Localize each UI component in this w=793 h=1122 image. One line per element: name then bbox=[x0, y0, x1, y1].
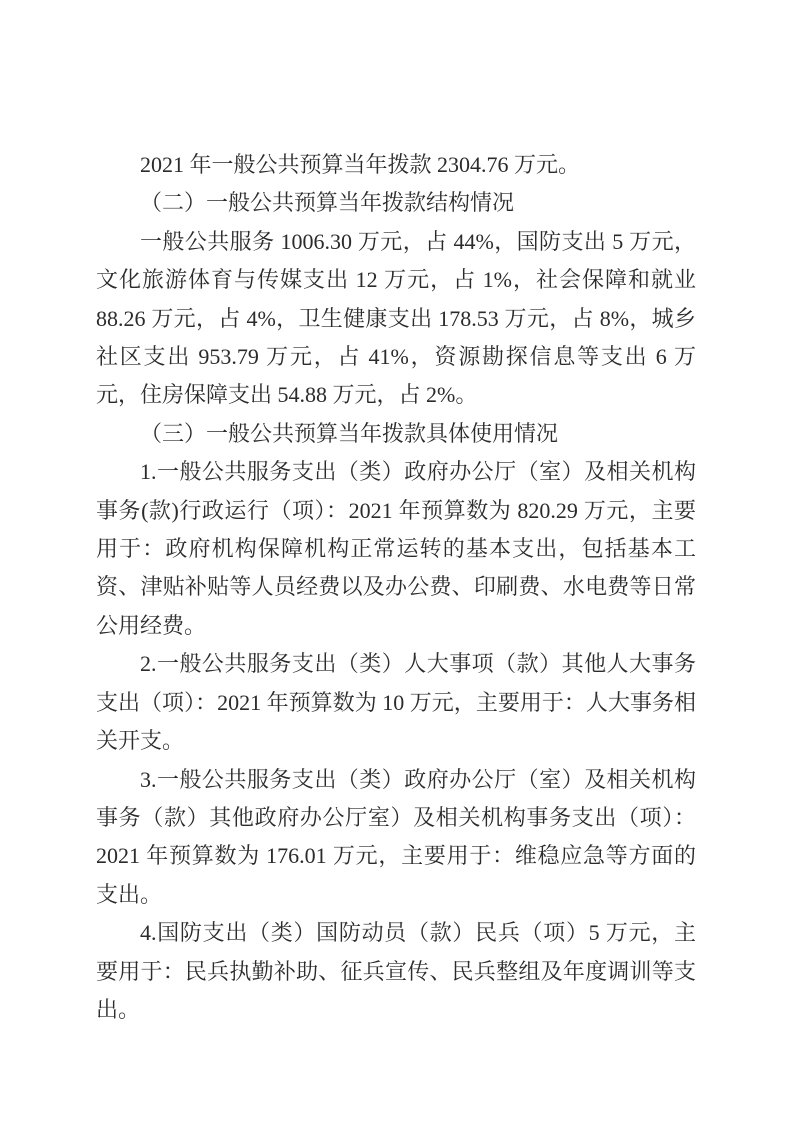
paragraph-section-2-heading: （二）一般公共预算当年拨款结构情况 bbox=[140, 190, 515, 216]
paragraph-item-1: 1.一般公共服务支出（类）政府办公厅（室）及相关机构事务(款)行政运行（项）：2021 年预算数为 820.29 万元，主要用于：政府机构保障机构正常运转的基本支出，包括基本工资、津贴补贴等人员经费以及办公费、印刷费、水电费等日常公用经费。 bbox=[96, 459, 696, 638]
paragraph-item-4: 4.国防支出（类）国防动员（款）民兵（项）5 万元，主要用于：民兵执勤补助、征兵宣传、民兵整组及年度调训等支出。 bbox=[96, 920, 696, 1022]
paragraph-item-3: 3.一般公共服务支出（类）政府办公厅（室）及相关机构事务（款）其他政府办公厅室）及相关机构事务支出（项）：2021 年预算数为 176.01 万元，主要用于：维稳应急等方面的支出。 bbox=[96, 766, 696, 907]
paragraph-item-2: 2.一般公共服务支出（类）人大事项（款）其他人大事务支出（项）：2021 年预算数为 10 万元，主要用于：人大事务相关开支。 bbox=[96, 651, 696, 754]
paragraph-allocation-total: 2021 年一般公共预算当年拨款 2304.76 万元。 bbox=[140, 152, 581, 177]
text-block bbox=[96, 146, 696, 1029]
paragraph-section-3-heading: （三）一般公共预算当年拨款具体使用情况 bbox=[140, 420, 559, 446]
paragraph-allocation-structure: 一般公共服务 1006.30 万元，占 44%，国防支出 5 万元，文化旅游体育与传媒支出 12 万元，占 1%，社会保障和就业 88.26 万元，占 4%，卫生健康支出 178.53 万元，占 8%，城乡社区支出 953.79 万元，占 41%，资源勘探信息等支出 6 万元，住房保障支出 54.88 万元，占 2%。 bbox=[96, 228, 696, 408]
